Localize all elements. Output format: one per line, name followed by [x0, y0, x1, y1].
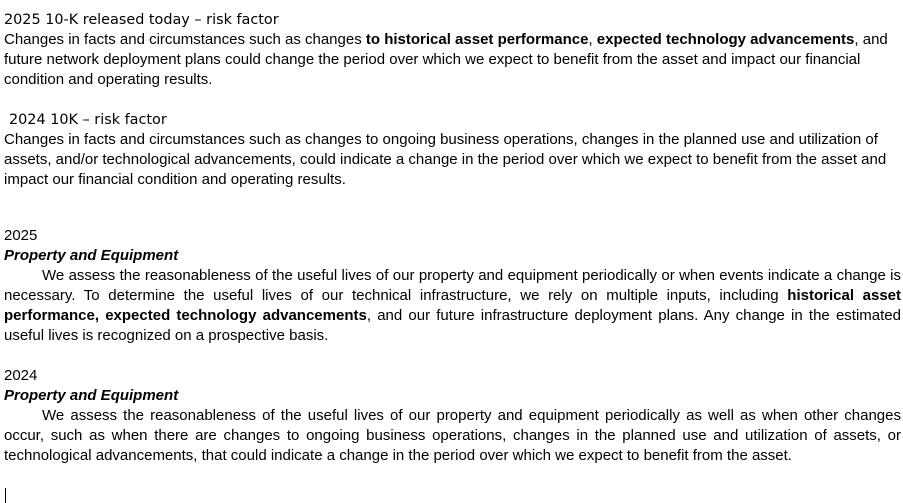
year-label-2024: 2024 — [4, 367, 38, 384]
text-run: , and our future infrastructure deployment plans. Any change in the estimated useful lives is recognized on a prospective basis. — [4, 307, 901, 344]
text-run: , — [588, 31, 597, 48]
section-2025-risk-factor — [4, 10, 901, 90]
section-2025-property — [4, 226, 901, 346]
subheading-property-equipment-2025: Property and Equipment — [4, 247, 179, 264]
paragraph-2024-property: We assess the reasonableness of the useful lives of our property and equipment periodically as well as when other changes occur, such as when there are changes to ongoing business operations, changes in the planned use and utilization of assets, or technological advancements, that could indicate a change in the period over which we expect to benefit from the asset. — [4, 407, 901, 464]
blank-line — [4, 190, 901, 210]
bold-run: historical asset performance, expected technology advancements — [4, 287, 902, 324]
heading-2025-risk-factor: 2025 10-K released today – risk factor — [4, 12, 279, 28]
paragraph-2024-risk-factor: Changes in facts and circumstances such as changes to ongoing business operations, changes in the planned use and utilization of assets, and/or technological advancements, could indicate a change in the period over which we expect to benefit from the asset and impact our financial condition and operating results. — [4, 131, 887, 188]
text-cursor — [5, 488, 6, 503]
document-body[interactable] — [4, 10, 901, 466]
bold-run: expected technology advancements — [596, 31, 855, 48]
text-run: , and future network deployment plans could change the period over which we expect to benefit from the asset and impact our financial condition and operating results. — [4, 31, 888, 88]
blank-line — [4, 90, 901, 110]
section-2024-property — [4, 366, 901, 466]
heading-2024-risk-factor: 2024 10K – risk factor — [9, 112, 167, 128]
bold-run: to historical asset performance — [365, 31, 589, 48]
blank-line — [4, 346, 901, 366]
paragraph-2025-risk-factor — [4, 30, 901, 90]
text-run: Changes in facts and circumstances such as changes — [4, 31, 366, 48]
text-run: We assess the reasonableness of the useful lives of our property and equipment periodically or when events indicate a change is necessary. To determine the useful lives of our technical infrastructure, we rely on multiple inputs, including — [4, 267, 901, 304]
blank-line — [4, 210, 901, 226]
subheading-property-equipment-2024: Property and Equipment — [4, 387, 179, 404]
section-2024-risk-factor — [4, 110, 901, 190]
year-label-2025: 2025 — [4, 227, 38, 244]
paragraph-2025-property — [4, 266, 901, 346]
